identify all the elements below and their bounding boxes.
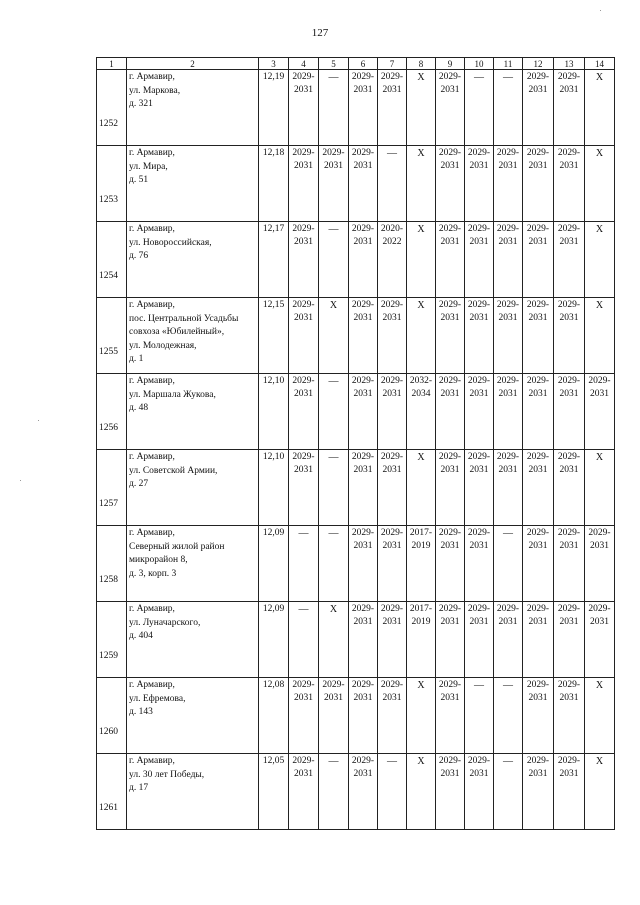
- period-cell: 2029- 2031: [349, 222, 378, 298]
- period-cell: 2020- 2022: [378, 222, 407, 298]
- period-cell: 2029- 2031: [378, 526, 407, 602]
- period-cell: 2029- 2031: [349, 146, 378, 222]
- period-cell: Х: [585, 678, 615, 754]
- value-cell: 12,15: [259, 298, 289, 374]
- address-cell: г. Армавир, ул. Мира, д. 51: [127, 146, 259, 222]
- period-cell: 2029- 2031: [465, 374, 494, 450]
- period-cell: 2029- 2031: [554, 450, 585, 526]
- period-cell: 2029- 2031: [554, 146, 585, 222]
- period-cell: 2029- 2031: [436, 374, 465, 450]
- address-cell: г. Армавир, ул. Ефремова, д. 143: [127, 678, 259, 754]
- table-row: [97, 678, 615, 754]
- period-cell: 2029- 2031: [378, 678, 407, 754]
- value-cell: 12,18: [259, 146, 289, 222]
- period-cell: Х: [407, 678, 436, 754]
- address-cell: г. Армавир, ул. 30 лет Победы, д. 17: [127, 754, 259, 830]
- address-cell: г. Армавир, ул. Луначарского, д. 404: [127, 602, 259, 678]
- column-header: 12: [523, 58, 554, 70]
- period-cell: 2029- 2031: [436, 70, 465, 146]
- period-cell: 2029- 2031: [523, 754, 554, 830]
- period-cell: 2029- 2031: [349, 602, 378, 678]
- period-cell: 2029- 2031: [436, 526, 465, 602]
- period-cell: 2029- 2031: [523, 70, 554, 146]
- table-row: [97, 222, 615, 298]
- period-cell: 2029- 2031: [554, 754, 585, 830]
- address-cell: г. Армавир, пос. Центральной Усадьбы совхоза «Юбилейный», ул. Молодежная, д. 1: [127, 298, 259, 374]
- scan-speck: [600, 10, 601, 11]
- period-cell: 2029- 2031: [523, 678, 554, 754]
- period-cell: —: [319, 526, 349, 602]
- period-cell: 2029- 2031: [289, 70, 319, 146]
- period-cell: 2029- 2031: [349, 450, 378, 526]
- address-cell: г. Армавир, ул. Маршала Жукова, д. 48: [127, 374, 259, 450]
- table-row: [97, 374, 615, 450]
- row-number: 1261: [97, 754, 127, 830]
- period-cell: —: [319, 450, 349, 526]
- period-cell: 2029- 2031: [494, 450, 523, 526]
- period-cell: Х: [585, 70, 615, 146]
- period-cell: —: [465, 70, 494, 146]
- table-row: [97, 146, 615, 222]
- period-cell: Х: [407, 754, 436, 830]
- period-cell: 2032- 2034: [407, 374, 436, 450]
- column-header: 14: [585, 58, 615, 70]
- period-cell: Х: [407, 70, 436, 146]
- period-cell: 2029- 2031: [289, 374, 319, 450]
- period-cell: —: [465, 678, 494, 754]
- period-cell: 2029- 2031: [523, 450, 554, 526]
- column-header: 6: [349, 58, 378, 70]
- value-cell: 12,10: [259, 374, 289, 450]
- period-cell: Х: [585, 298, 615, 374]
- column-header: 11: [494, 58, 523, 70]
- column-header: 9: [436, 58, 465, 70]
- row-number: 1253: [97, 146, 127, 222]
- period-cell: —: [378, 146, 407, 222]
- period-cell: 2029- 2031: [349, 678, 378, 754]
- scan-speck: [20, 480, 21, 481]
- address-cell: г. Армавир, ул. Советской Армии, д. 27: [127, 450, 259, 526]
- column-header: 5: [319, 58, 349, 70]
- row-number: 1258: [97, 526, 127, 602]
- period-cell: Х: [319, 298, 349, 374]
- address-cell: г. Армавир, Северный жилой район микрорайон 8, д. 3, корп. 3: [127, 526, 259, 602]
- column-header: 7: [378, 58, 407, 70]
- period-cell: 2029- 2031: [585, 602, 615, 678]
- table-row: [97, 526, 615, 602]
- period-cell: 2029- 2031: [494, 602, 523, 678]
- period-cell: 2029- 2031: [319, 146, 349, 222]
- period-cell: 2029- 2031: [349, 374, 378, 450]
- period-cell: 2029- 2031: [289, 146, 319, 222]
- period-cell: 2029- 2031: [523, 222, 554, 298]
- table-row: [97, 298, 615, 374]
- period-cell: 2029- 2031: [465, 754, 494, 830]
- value-cell: 12,08: [259, 678, 289, 754]
- period-cell: 2029- 2031: [523, 374, 554, 450]
- period-cell: Х: [407, 298, 436, 374]
- period-cell: —: [494, 678, 523, 754]
- row-number: 1255: [97, 298, 127, 374]
- period-cell: 2029- 2031: [465, 298, 494, 374]
- table-row: [97, 70, 615, 146]
- period-cell: 2029- 2031: [289, 754, 319, 830]
- period-cell: 2029- 2031: [554, 222, 585, 298]
- period-cell: 2029- 2031: [465, 222, 494, 298]
- period-cell: Х: [585, 450, 615, 526]
- row-number: 1259: [97, 602, 127, 678]
- period-cell: —: [378, 754, 407, 830]
- column-header: 1: [97, 58, 127, 70]
- period-cell: 2029- 2031: [523, 146, 554, 222]
- row-number: 1257: [97, 450, 127, 526]
- period-cell: 2029- 2031: [523, 602, 554, 678]
- period-cell: 2029- 2031: [349, 754, 378, 830]
- period-cell: 2029- 2031: [554, 298, 585, 374]
- period-cell: 2029- 2031: [494, 374, 523, 450]
- period-cell: Х: [407, 450, 436, 526]
- period-cell: —: [289, 602, 319, 678]
- period-cell: 2029- 2031: [378, 602, 407, 678]
- period-cell: 2017- 2019: [407, 602, 436, 678]
- column-header: 2: [127, 58, 259, 70]
- period-cell: —: [494, 70, 523, 146]
- period-cell: 2029- 2031: [465, 450, 494, 526]
- period-cell: 2029- 2031: [554, 374, 585, 450]
- period-cell: —: [319, 222, 349, 298]
- period-cell: —: [289, 526, 319, 602]
- period-cell: 2029- 2031: [378, 450, 407, 526]
- period-cell: 2029- 2031: [289, 678, 319, 754]
- period-cell: 2029- 2031: [585, 526, 615, 602]
- period-cell: 2029- 2031: [554, 678, 585, 754]
- value-cell: 12,10: [259, 450, 289, 526]
- period-cell: 2029- 2031: [378, 298, 407, 374]
- table-row: [97, 754, 615, 830]
- page-number: 127: [311, 27, 329, 39]
- column-number-row: [97, 58, 615, 70]
- period-cell: Х: [585, 146, 615, 222]
- period-cell: —: [319, 374, 349, 450]
- period-cell: 2029- 2031: [319, 678, 349, 754]
- period-cell: 2029- 2031: [436, 298, 465, 374]
- row-number: 1260: [97, 678, 127, 754]
- table-row: [97, 450, 615, 526]
- value-cell: 12,09: [259, 602, 289, 678]
- period-cell: 2029- 2031: [378, 70, 407, 146]
- period-cell: 2029- 2031: [554, 70, 585, 146]
- period-cell: Х: [585, 754, 615, 830]
- value-cell: 12,17: [259, 222, 289, 298]
- period-cell: 2029- 2031: [554, 526, 585, 602]
- period-cell: 2017- 2019: [407, 526, 436, 602]
- address-cell: г. Армавир, ул. Маркова, д. 321: [127, 70, 259, 146]
- period-cell: Х: [585, 222, 615, 298]
- table-row: [97, 602, 615, 678]
- period-cell: 2029- 2031: [436, 678, 465, 754]
- period-cell: 2029- 2031: [436, 222, 465, 298]
- period-cell: —: [494, 754, 523, 830]
- period-cell: 2029- 2031: [523, 298, 554, 374]
- period-cell: 2029- 2031: [436, 146, 465, 222]
- row-number: 1256: [97, 374, 127, 450]
- period-cell: 2029- 2031: [465, 602, 494, 678]
- period-cell: Х: [319, 602, 349, 678]
- period-cell: 2029- 2031: [349, 70, 378, 146]
- period-cell: 2029- 2031: [289, 298, 319, 374]
- period-cell: 2029- 2031: [436, 754, 465, 830]
- scan-speck: [38, 420, 39, 421]
- period-cell: Х: [407, 222, 436, 298]
- value-cell: 12,19: [259, 70, 289, 146]
- period-cell: 2029- 2031: [349, 526, 378, 602]
- period-cell: 2029- 2031: [289, 222, 319, 298]
- period-cell: 2029- 2031: [494, 298, 523, 374]
- column-header: 4: [289, 58, 319, 70]
- period-cell: 2029- 2031: [585, 374, 615, 450]
- period-cell: —: [319, 70, 349, 146]
- period-cell: 2029- 2031: [494, 146, 523, 222]
- column-header: 3: [259, 58, 289, 70]
- period-cell: Х: [407, 146, 436, 222]
- period-cell: 2029- 2031: [494, 222, 523, 298]
- column-header: 13: [554, 58, 585, 70]
- value-cell: 12,05: [259, 754, 289, 830]
- row-number: 1252: [97, 70, 127, 146]
- column-header: 8: [407, 58, 436, 70]
- period-cell: 2029- 2031: [465, 146, 494, 222]
- period-cell: 2029- 2031: [289, 450, 319, 526]
- address-cell: г. Армавир, ул. Новороссийская, д. 76: [127, 222, 259, 298]
- period-cell: 2029- 2031: [436, 602, 465, 678]
- period-cell: 2029- 2031: [523, 526, 554, 602]
- row-number: 1254: [97, 222, 127, 298]
- period-cell: 2029- 2031: [349, 298, 378, 374]
- period-cell: 2029- 2031: [554, 602, 585, 678]
- value-cell: 12,09: [259, 526, 289, 602]
- period-cell: 2029- 2031: [378, 374, 407, 450]
- period-cell: —: [494, 526, 523, 602]
- register-table: [96, 57, 615, 830]
- period-cell: 2029- 2031: [436, 450, 465, 526]
- period-cell: —: [319, 754, 349, 830]
- column-header: 10: [465, 58, 494, 70]
- period-cell: 2029- 2031: [465, 526, 494, 602]
